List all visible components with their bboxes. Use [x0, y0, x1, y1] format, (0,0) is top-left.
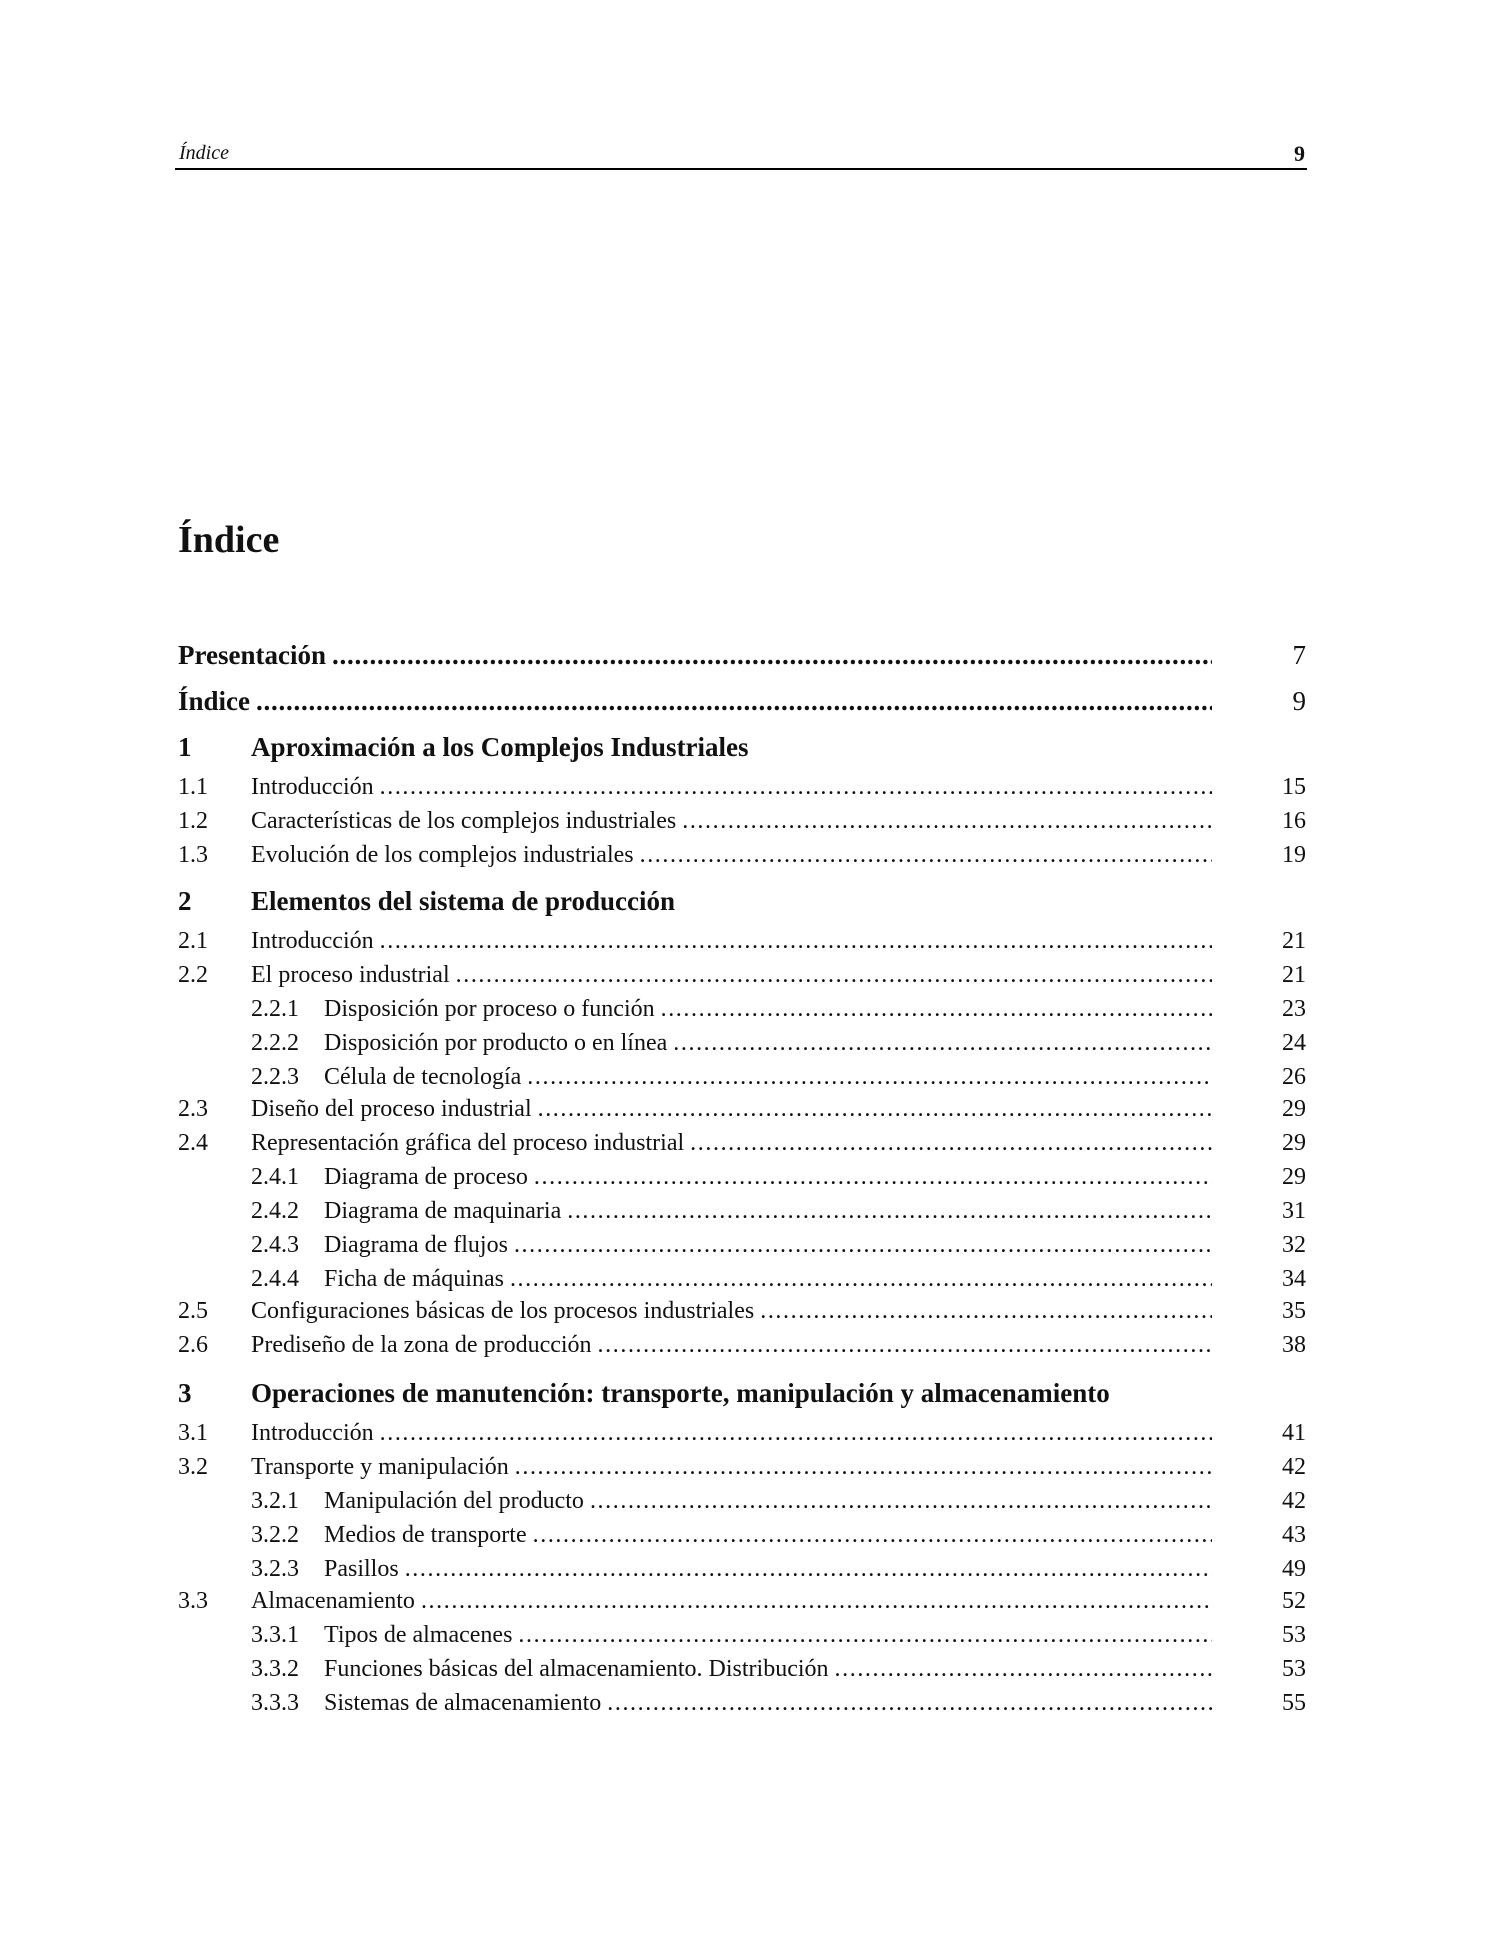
subsection-number: 2.4.3 — [251, 1232, 299, 1258]
toc-entry-page: 52 — [1282, 1588, 1306, 1614]
toc-entry[interactable] — [178, 1454, 1306, 1481]
toc-entry-page: 15 — [1282, 774, 1306, 800]
subsection-title: Diagrama de flujos — [324, 1232, 508, 1258]
section-title: Representación gráfica del proceso industrial — [251, 1130, 685, 1156]
subsection-number: 3.3.3 — [251, 1690, 299, 1716]
dot-leader — [515, 1454, 1212, 1481]
subsection-number: 2.2.2 — [251, 1030, 299, 1056]
toc-entry-page: 53 — [1282, 1622, 1306, 1648]
dot-leader — [760, 1298, 1212, 1325]
subsection-number: 3.2.2 — [251, 1522, 299, 1548]
section-title: Configuraciones básicas de los procesos industriales — [251, 1298, 755, 1324]
dot-leader — [456, 962, 1212, 989]
dot-leader — [380, 928, 1212, 955]
toc-entry[interactable] — [178, 1096, 1306, 1123]
section-number: 2.3 — [178, 1096, 208, 1122]
section-title: Características de los complejos industriales — [251, 808, 677, 834]
dot-leader — [527, 1064, 1212, 1091]
toc-entry[interactable] — [178, 1522, 1306, 1549]
chapter-title: Aproximación a los Complejos Industriales — [251, 732, 749, 762]
dot-leader — [533, 1522, 1212, 1549]
toc-entry[interactable] — [178, 1588, 1306, 1615]
toc-entry[interactable] — [178, 1622, 1306, 1649]
toc-entry-page: 29 — [1282, 1130, 1306, 1156]
toc-entry-page: 16 — [1282, 808, 1306, 834]
subsection-title: Manipulación del producto — [324, 1488, 584, 1514]
toc-entry-page: 19 — [1282, 842, 1306, 868]
dot-leader — [421, 1588, 1212, 1615]
section-number: 2.1 — [178, 928, 208, 954]
toc-entry[interactable] — [178, 842, 1306, 869]
toc-chapter-heading[interactable] — [178, 886, 1306, 917]
toc-entry[interactable] — [178, 1332, 1306, 1359]
toc-entry-page: 26 — [1282, 1064, 1306, 1090]
dot-leader — [380, 774, 1212, 801]
toc-entry-page: 53 — [1282, 1656, 1306, 1682]
toc-entry-page: 29 — [1282, 1164, 1306, 1190]
toc-entry-page: 41 — [1282, 1420, 1306, 1446]
page-title: Índice — [178, 519, 280, 561]
section-title: Transporte y manipulación — [251, 1454, 509, 1480]
toc-entry-page: 31 — [1282, 1198, 1306, 1224]
subsection-number: 3.2.3 — [251, 1556, 299, 1582]
subsection-title: Tipos de almacenes — [324, 1622, 513, 1648]
toc-entry-page: 7 — [1292, 640, 1306, 670]
subsection-title: Diagrama de maquinaria — [324, 1198, 562, 1224]
running-head-page-number: 9 — [1294, 141, 1305, 166]
toc-entry-page: 49 — [1282, 1556, 1306, 1582]
dot-leader — [567, 1198, 1212, 1225]
dot-leader — [661, 996, 1212, 1023]
dot-leader — [598, 1332, 1212, 1359]
dot-leader — [534, 1164, 1212, 1191]
toc-entry[interactable] — [178, 1420, 1306, 1447]
toc-entry-title: Presentación — [178, 640, 326, 670]
section-number: 2.6 — [178, 1332, 208, 1358]
toc-entry[interactable] — [178, 962, 1306, 989]
subsection-title: Funciones básicas del almacenamiento. Distribución — [324, 1656, 829, 1682]
subsection-number: 3.2.1 — [251, 1488, 299, 1514]
toc-entry-page: 42 — [1282, 1454, 1306, 1480]
dot-leader — [380, 1420, 1212, 1447]
section-title: Evolución de los complejos industriales — [251, 842, 634, 868]
running-head-title: Índice — [179, 142, 229, 164]
chapter-title: Operaciones de manutención: transporte, manipulación y almacenamiento — [251, 1378, 1110, 1408]
toc-entry-page: 38 — [1282, 1332, 1306, 1358]
dot-leader — [538, 1096, 1212, 1123]
toc-entry[interactable] — [178, 1690, 1306, 1717]
toc-entry-page: 23 — [1282, 996, 1306, 1022]
toc-entry-page: 42 — [1282, 1488, 1306, 1514]
toc-chapter-heading[interactable] — [178, 732, 1306, 763]
section-number: 2.5 — [178, 1298, 208, 1324]
dot-leader — [590, 1488, 1212, 1515]
subsection-title: Célula de tecnología — [324, 1064, 522, 1090]
dot-leader — [835, 1656, 1212, 1683]
chapter-number: 3 — [178, 1378, 192, 1408]
subsection-title: Sistemas de almacenamiento — [324, 1690, 602, 1716]
subsection-title: Medios de transporte — [324, 1522, 527, 1548]
dot-leader — [640, 842, 1212, 869]
section-number: 3.1 — [178, 1420, 208, 1446]
toc-entry[interactable] — [178, 1130, 1306, 1157]
section-number: 3.2 — [178, 1454, 208, 1480]
toc-entry-page: 29 — [1282, 1096, 1306, 1122]
dot-leader — [673, 1030, 1212, 1057]
toc-entry[interactable] — [178, 1232, 1306, 1259]
toc-entry[interactable] — [178, 774, 1306, 801]
section-number: 1.1 — [178, 774, 208, 800]
toc-entry[interactable] — [178, 808, 1306, 835]
subsection-title: Disposición por producto o en línea — [324, 1030, 668, 1056]
section-number: 2.2 — [178, 962, 208, 988]
toc-entry[interactable] — [178, 1064, 1306, 1091]
toc-entry-page: 35 — [1282, 1298, 1306, 1324]
subsection-number: 3.3.2 — [251, 1656, 299, 1682]
toc-entry[interactable] — [178, 996, 1306, 1023]
toc-entry-title: Índice — [178, 686, 251, 716]
chapter-number: 1 — [178, 732, 192, 762]
chapter-title: Elementos del sistema de producción — [251, 886, 675, 916]
section-title: Introducción — [251, 928, 374, 954]
toc-entry[interactable] — [178, 1488, 1306, 1515]
toc-entry-page: 9 — [1292, 686, 1306, 716]
toc-entry-page: 24 — [1282, 1030, 1306, 1056]
subsection-number: 3.3.1 — [251, 1622, 299, 1648]
toc-entry[interactable] — [178, 1298, 1306, 1325]
toc-entry-page: 21 — [1282, 928, 1306, 954]
dot-leader — [510, 1266, 1212, 1293]
dot-leader — [607, 1690, 1212, 1717]
toc-entry[interactable] — [178, 1164, 1306, 1191]
dot-leader — [682, 808, 1212, 835]
toc-entry[interactable] — [178, 1266, 1306, 1293]
subsection-title: Ficha de máquinas — [324, 1266, 504, 1292]
toc-entry[interactable] — [178, 1198, 1306, 1225]
subsection-number: 2.4.1 — [251, 1164, 299, 1190]
dot-leader — [690, 1130, 1212, 1157]
toc-entry-page: 21 — [1282, 962, 1306, 988]
dot-leader — [405, 1556, 1212, 1583]
section-title: El proceso industrial — [251, 962, 450, 988]
section-number: 3.3 — [178, 1588, 208, 1614]
section-number: 1.3 — [178, 842, 208, 868]
subsection-number: 2.2.1 — [251, 996, 299, 1022]
toc-chapter-heading[interactable] — [178, 1378, 1306, 1409]
toc-entry-indice[interactable] — [178, 686, 1306, 717]
section-title: Prediseño de la zona de producción — [251, 1332, 592, 1358]
section-number: 2.4 — [178, 1130, 208, 1156]
section-title: Introducción — [251, 1420, 374, 1446]
toc-entry[interactable] — [178, 1030, 1306, 1057]
running-head — [175, 136, 1307, 170]
section-title: Introducción — [251, 774, 374, 800]
subsection-number: 2.4.2 — [251, 1198, 299, 1224]
chapter-number: 2 — [178, 886, 192, 916]
subsection-number: 2.2.3 — [251, 1064, 299, 1090]
dot-leader — [514, 1232, 1212, 1259]
dot-leader — [256, 686, 1212, 717]
toc-entry-presentacion[interactable] — [178, 640, 1306, 671]
toc-entry[interactable] — [178, 928, 1306, 955]
toc-entry-page: 32 — [1282, 1232, 1306, 1258]
toc-entry[interactable] — [178, 1556, 1306, 1583]
subsection-title: Pasillos — [324, 1556, 399, 1582]
subsection-number: 2.4.4 — [251, 1266, 299, 1292]
section-title: Almacenamiento — [251, 1588, 415, 1614]
subsection-title: Diagrama de proceso — [324, 1164, 528, 1190]
dot-leader — [518, 1622, 1212, 1649]
toc-entry[interactable] — [178, 1656, 1306, 1683]
toc-entry-page: 43 — [1282, 1522, 1306, 1548]
subsection-title: Disposición por proceso o función — [324, 996, 655, 1022]
toc-entry-page: 55 — [1282, 1690, 1306, 1716]
toc-entry-page: 34 — [1282, 1266, 1306, 1292]
section-title: Diseño del proceso industrial — [251, 1096, 532, 1122]
dot-leader — [332, 640, 1212, 671]
section-number: 1.2 — [178, 808, 208, 834]
